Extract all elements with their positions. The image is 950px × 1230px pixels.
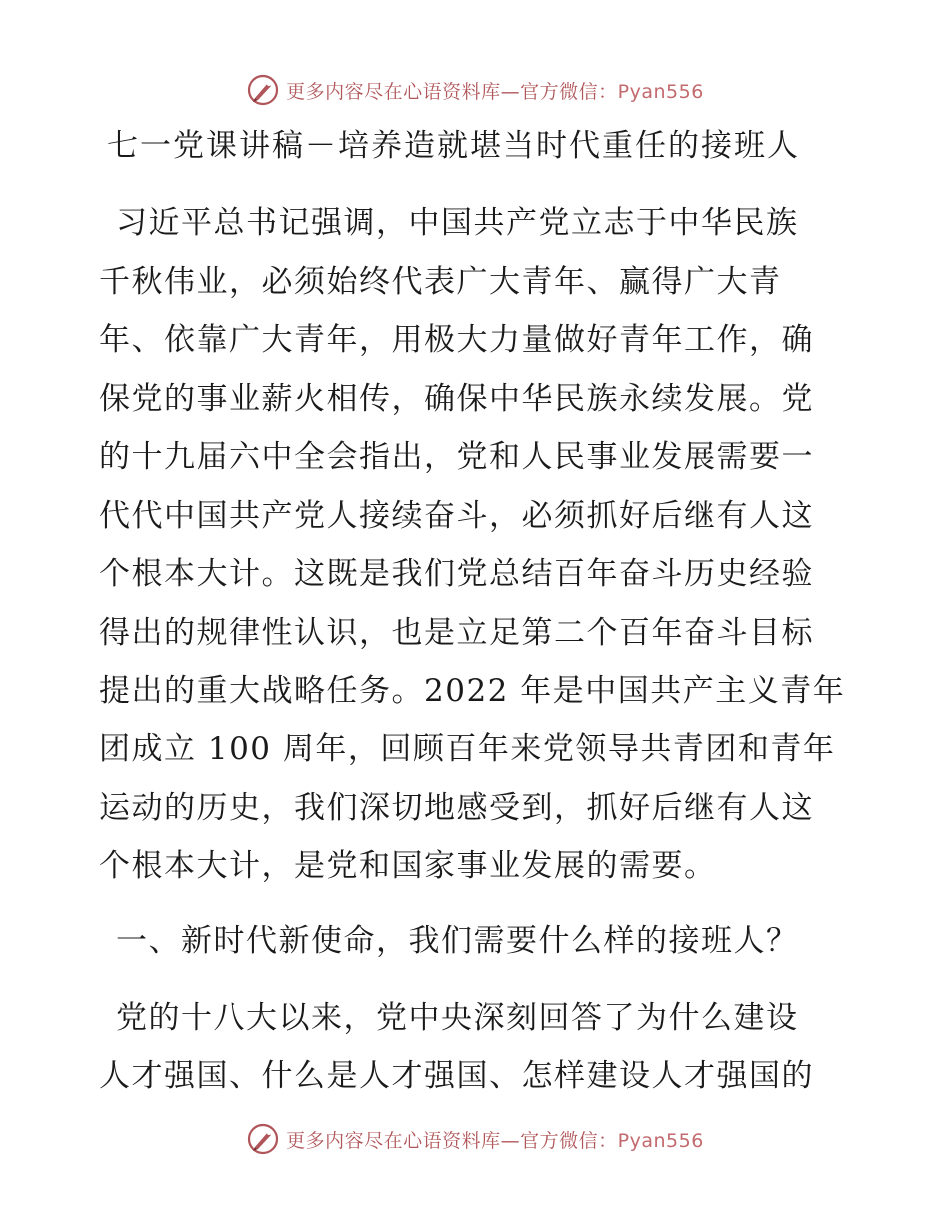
paragraph-2-line-2: 人才强国、什么是人才强国、怎样建设人才强国的 (99, 1058, 814, 1094)
watermark-handle: Pyan556 (617, 1129, 704, 1152)
watermark-text: 更多内容尽在心语资料库—官方微信： (286, 80, 618, 103)
watermark-handle: Pyan556 (617, 80, 704, 103)
paragraph-1-line-11: 运动的历史，我们深切地感受到，抓好后继有人这 (99, 790, 814, 826)
paragraph-1-line-9: 提出的重大战略任务。2022 年是中国共产主义青年 (99, 673, 846, 709)
paragraph-1-line-4: 保党的事业薪火相传，确保中华民族永续发展。党 (99, 381, 814, 417)
paragraph-1-line-2: 千秋伟业，必须始终代表广大青年、赢得广大青 (99, 264, 782, 300)
paragraph-1-line-6: 代代中国共产党人接续奋斗，必须抓好后继有人这 (99, 498, 814, 534)
paragraph-2-line-1: 党的十八大以来，党中央深刻回答了为什么建设 (116, 1000, 799, 1036)
paragraph-1-line-12: 个根本大计，是党和国家事业发展的需要。 (99, 848, 717, 884)
pen-logo-icon (246, 1122, 280, 1156)
paragraph-1-line-7: 个根本大计。这既是我们党总结百年奋斗历史经验 (99, 556, 814, 592)
document-title: 七一党课讲稿－培养造就堪当时代重任的接班人 (107, 128, 800, 164)
pen-logo-icon (246, 73, 280, 107)
watermark-header (0, 70, 950, 110)
paragraph-1-line-8: 得出的规律性认识，也是立足第二个百年奋斗目标 (99, 615, 814, 651)
paragraph-1-line-10: 团成立 100 周年，回顾百年来党领导共青团和青年 (99, 731, 836, 767)
watermark-footer (0, 1119, 950, 1159)
watermark-text: 更多内容尽在心语资料库—官方微信： (286, 1129, 618, 1152)
paragraph-1-line-1: 习近平总书记强调，中国共产党立志于中华民族 (116, 205, 799, 241)
paragraph-1-line-3: 年、依靠广大青年，用极大力量做好青年工作，确 (99, 322, 814, 358)
paragraph-1-line-5: 的十九届六中全会指出，党和人民事业发展需要一 (99, 439, 814, 475)
section-heading-1: 一、新时代新使命，我们需要什么样的接班人？ (116, 923, 799, 959)
